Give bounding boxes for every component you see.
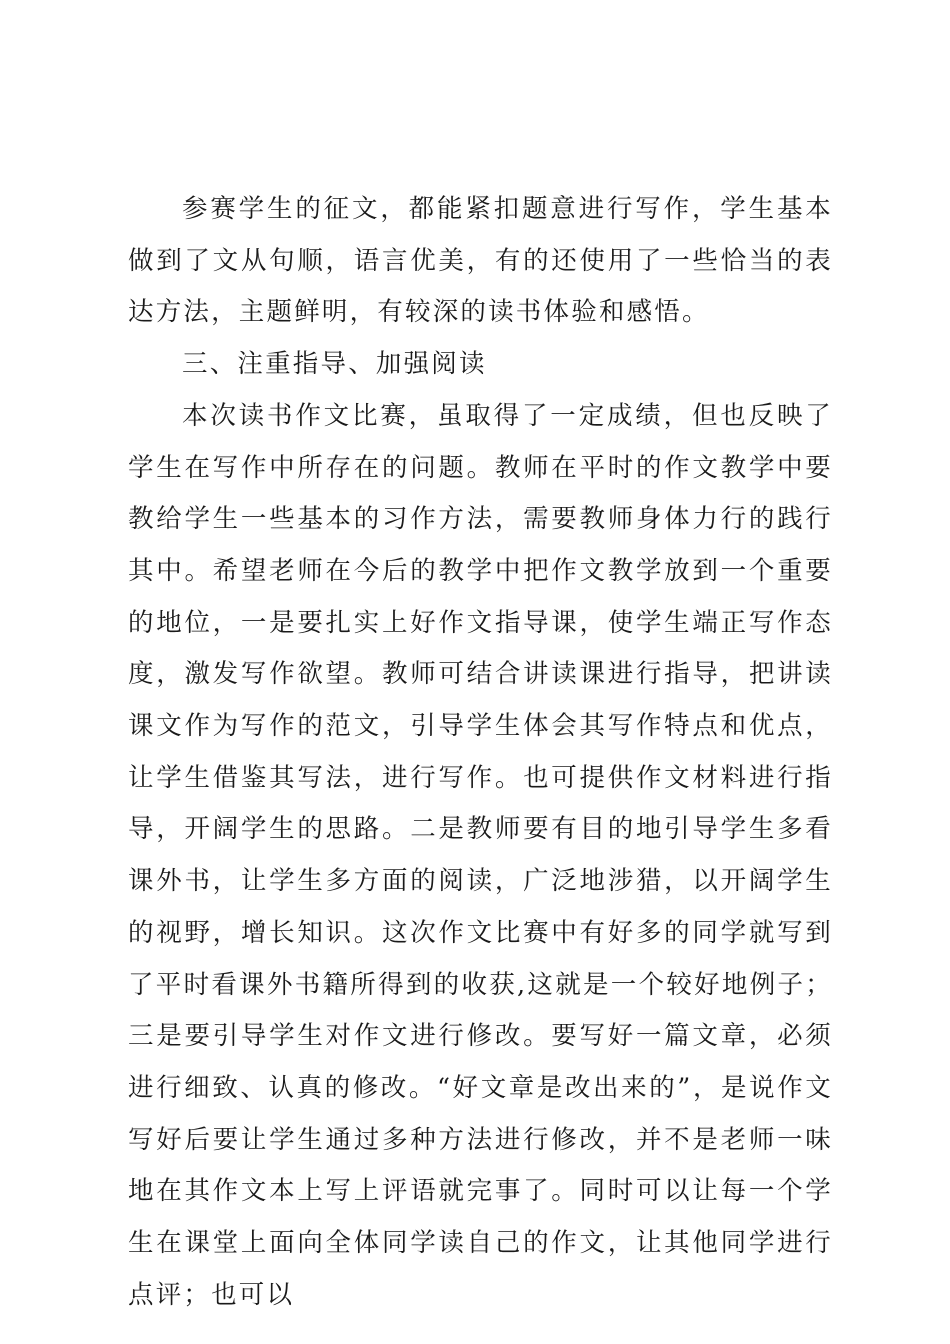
- section-heading-guidance-reading: 三、注重指导、加强阅读: [182, 349, 487, 380]
- document-body: [128, 184, 833, 1321]
- paragraph-writing-guidance: 本次读书作文比赛，虽取得了一定成绩，但也反映了学生在写作中所存在的问题。教师在平时的作文教学中要教给学生一些基本的习作方法，需要教师身体力行的践行其中。希望老师在今后的教学中把作文教学放到一个重要的地位，一是要扎实上好作文指导课，使学生端正写作态度，激发写作欲望。教师可结合讲读课进行指导，把讲读课文作为写作的范文，引导学生体会其写作特点和优点，让学生借鉴其写法，进行写作。也可提供作文材料进行指导，开阔学生的思路。二是教师要有目的地引导学生多看课外书，让学生多方面的阅读，广泛地涉猎，以开阔学生的视野，增长知识。这次作文比赛中有好多的同学就写到了平时看课外书籍所得到的收获,这就是一个较好地例子；三是要引导学生对作文进行修改。要写好一篇文章，必须进行细致、认真的修改。“好文章是改出来的”，是说作文写好后要让学生通过多种方法进行修改，并不是老师一味地在其作文本上写上评语就完事了。同时可以让每一个学生在课堂上面向全体同学读自己的作文，让其他同学进行点评；也可以: [128, 400, 833, 1310]
- paragraph-contest-essays: 参赛学生的征文，都能紧扣题意进行写作，学生基本做到了文从句顺，语言优美，有的还使用了一些恰当的表达方法，主题鲜明，有较深的读书体验和感悟。: [128, 194, 833, 328]
